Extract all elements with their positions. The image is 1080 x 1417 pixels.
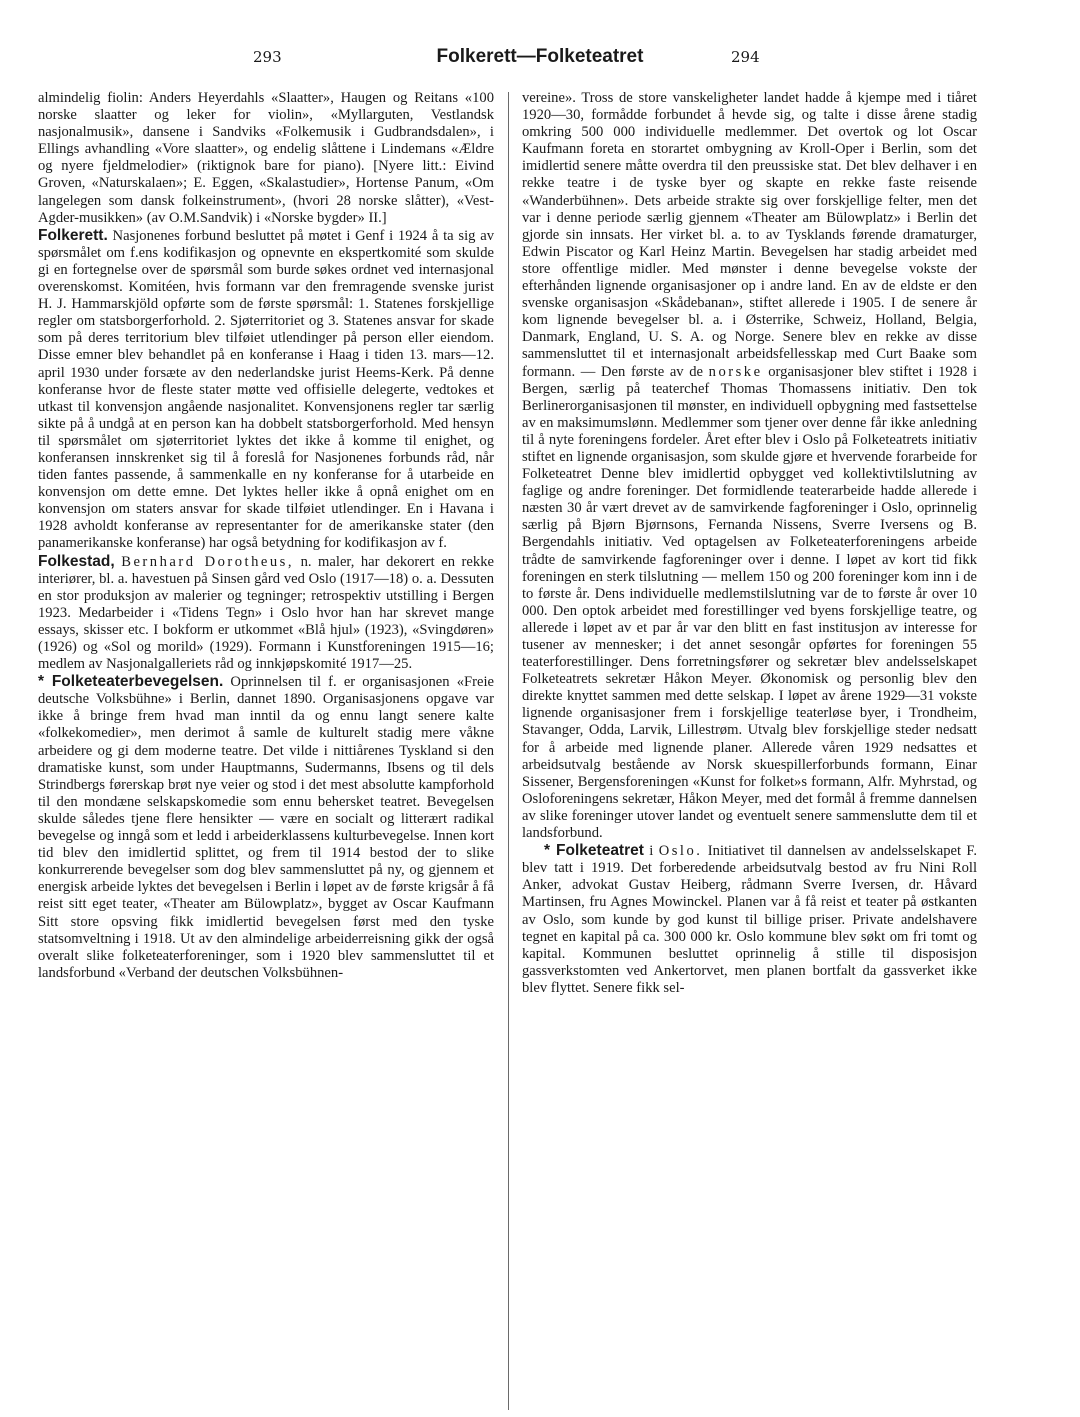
- entry-term-folkestad: Folkestad,: [38, 552, 115, 570]
- page-number-right: 294: [731, 48, 760, 66]
- entry-text-folketeaterbevegelsen: Oprinnelsen til f. er organisasjonen «Freie deutsche Volksbühne» i Berlin, dannet 1890. Organisasjonens opgave var ikke å bringe frem hvad man inntil da og ennu langt senere kalte «folkekomedier», men derimot å samle de kulturelt stadig mere våkne arbeidere og gi dem moderne teatre. Det vilde i nittiårenes Tyskland si den dramatiske kunst, som under Hauptmanns, Sudermanns, Ibsens og til dels Strindbergs førerskap brøt nye veier og stod i det mest absolutte kampforhold til den mondæne selskapskomedie som ennu behersket teatret. Bevegelsen skulde således tjene flere hensikter — være en socialt og litterært radikal bevegelse og inngå som et ledd i arbeiderklassens kulturbevegelse. Innen kort tid blev den imidlertid splittet, og frem til 1914 bestod der to slike konkurrerende bevegelser som dog blev sammensluttet på ny, og gjennem et energisk arbeide lyktes det bevegelsen i Berlin i løpet av de første krigsår å få reist sitt eget teater, «Theater am Bülowplatz», bygget av Oscar Kaufmann Sitt store opsving fikk imidlertid bevegelsen først med den tyske statsomveltning i 1918. Ut av den almindelige arbeiderreisning gikk der også overalt slike folketeaterforeninger, som i 1920 blev sammensluttet til et landsforbund «Verband der deutschen Volksbühnen-: [38, 674, 494, 981]
- text-norske-spaced: norske: [708, 363, 763, 380]
- left-column: [38, 90, 494, 982]
- entry-folkerett: [38, 227, 494, 553]
- paragraph-folkemusikk-continued: almindelig fiolin: Anders Heyerdahls «Slaatter», Haugen og Reitans «100 norske slaatter og leker for violin», «Myllarguten, Vestlandsk nasjonalmusik», dansene i Sandviks «Folkemusik i Gudbrandsdalen», i Ellings avhandling «Vore slaatter», og endelig slåttene i Lindemans «Ældre og nyere fjeldmelodier» (riktignok bare for piano). [Nyere litt.: Eivind Groven, «Naturskalaen»; E. Eggen, «Skalastudier», Hortense Panum, «Om langelegen som dansk folkeinstrument», (hvori 28 norske slåtter), «Vest-Agder-musikken» (av O.M.Sandvik) i «Norske bygder» II.]: [38, 90, 494, 226]
- column-divider: [508, 92, 509, 1410]
- entry-term-folketeaterbevegelsen: * Folketeaterbevegelsen.: [38, 673, 224, 691]
- entry-place-oslo: Oslo.: [658, 843, 703, 860]
- paragraph-bevegelsen-continued: [522, 90, 977, 842]
- entry-place-prefix: i: [649, 843, 654, 860]
- right-column: [522, 90, 977, 997]
- entry-text-folkestad: n. maler, har dekorert en rekke interiører, bl. a. havestuen på Sinsen gård ved Oslo (1917—18) o. a. Dessuten en stor produksjon av malerier og tegninger; retrospektiv utstilling i Bergen 1923. Medarbeider i «Tidens Tegn» i Oslo hvor han har skrevet mange essays, skisser etc. I bokform er utkommet «Blå hjul» (1923), «Svingdøren» (1926) og «Sol og morild» (1929). Formann i Kunstforeningen 1915—16; medlem av Nasjonalgalleriets råd og innkjøpskomité 1917—25.: [38, 553, 494, 673]
- page-number-left: 293: [253, 48, 282, 66]
- running-title: Folkerett—Folketeatret: [436, 46, 644, 67]
- entry-term-folketeatret: * Folketeatret: [544, 842, 644, 860]
- entry-folketeatret: [522, 842, 977, 997]
- entry-text-folketeatret: Initiativet til dannelsen av andelsselskapet F. blev tatt i 1919. Det forberedende arbeidsutvalg bestod av fru Nini Roll Anker, advokat Gustav Heiberg, rådmann Sverre Iversen, dr. Håvard Martinsen, fru Agnes Mowinckel. Planen var å få reist et teater på østkanten av Oslo, som kunde by god kunst til billige priser. Private andelshavere tegnet en kapital på ca. 300 000 kr. Oslo kommune blev søkt om fri tomt og kapital. Kommunen besluttet oprinnelig å stille til disposisjon gassverkstomten ved Ankertorvet, men planen bortfalt da gassverket ikke blev flyttet. Senere fikk sel-: [522, 843, 977, 996]
- entry-name-folkestad: Bernhard Dorotheus,: [121, 553, 295, 570]
- entry-folkestad: [38, 553, 494, 674]
- text-bevegelsen-part2: organisasjoner blev stiftet i 1928 i Bergen, særlig på teaterchef Thomas Thomassens initiativ. Den tok Berlinerorganisasjonen til mønster, en individuell opbygning med fastsettelse av en maksimumslønn. Medlemmer som tjener over denne får ikke anledning til å nyte foreningens fordeler. Året efter blev i Oslo på Folketeatrets initiativ stiftet en lignende organisasjon, som skulde gjøre et hvervende forarbeide for Folketeatret Denne blev imidlertid opbygget ved kollektivtilslutning av faglige og andre foreninger. Det formidlende teaterarbeide hadde allerede i næsten 30 år vært drevet av de samvirkende fagforeninger i Oslo, oprinnelig særlig på Bjørn Bjørnsons, Fernanda Nissens, Sverre Iversens og B. Bergendahls initiativ. Ved optagelsen av Folketeaterforeningens arbeide trådte de samvirkende fagforeninger over i denne. I løpet av kort tid fikk foreningen en sterk tilslutning — mellem 150 og 200 foreninger kom inn i de to første år. Dens individuelle medlemstilslutning var de to første år over 10 000. Den optok arbeidet med forestillinger ved byens forskjellige teatre, og allerede i løpet av et par år var den blitt en fast institusjon av interesse for tusener av mennesker; i det annet sesongår opførtes for foreningen 55 teaterforestillinger. Dens forretningsfører og sekretær blev andelsselskapet Folketeatrets sekretær Håkon Meyer. Økonomisk og personlig blev den direkte knyttet sammen med dette selskap. I løpet av årene 1929—31 vokste lignende organisasjoner frem i forskjellige teaterløse byer, i Trondheim, Stavanger, Odda, Larvik, Lillestrøm. Utvalg blev forskjellige steder nedsatt for å arbeide med lignende planer. Allerede våren 1929 nedsattes et arbeidsutvalg bestående av Norsk skuespillerforbunds formann, Einar Sissener, Bergensforeningen «Kunst for folket»s formann, Alfr. Myhrstad, og Osloforeningens sekretær, Håkon Meyer, med det formål å fremme dannelsen av slike foreninger utover landet og eventuelt senere sammenslutte dem til et landsforbund.: [522, 363, 977, 842]
- entry-folketeaterbevegelsen: [38, 673, 494, 982]
- page-header: [0, 46, 1080, 76]
- entry-term-folkerett: Folkerett.: [38, 226, 108, 244]
- text-bevegelsen-part1: vereine». Tross de store vanskeligheter landet hadde å kjempe med i tiåret 1920—30, formådde forbundet å hevde sig, og talte i disse årene stadig omkring 500 000 individuelle medlemmer. Det overtok og lot Oscar Kaufmann foreta en storartet ombygning av Kroll-Oper i Berlin, som det imidlertid senere måtte overdra til den preussiske stat. Det blev delhaver i en rekke teatre i de tyske byer og skapte en rekke faste reisende «Wanderbühnen». Dets arbeide strakte sig over forskjellige felter, men det var i denne periode særlig gjennem «Theater am Bülowplatz» i Berlin det gjorde sin innsats. Her virket bl. a. to av Tysklands førende dramaturger, Edwin Piscator og Karl Heinz Martin. Bevegelsen har stadig arbeidet med store offentlige midler. Med mønster i denne bevegelse vokste der efterhånden lignende organisasjoner op i andre land. En av de eldste er den svenske organisasjon «Skådebanan», stiftet allerede i 1905. I de senere år kom lignende bevegelser bl. a. i Østerrike, Schweiz, Holland, Belgia, Danmark, England, U. S. A. og Norge. Senere blev en rekke av disse sammensluttet til et internasjonalt arbeidsfellesskap med Curt Baake som formann. — Den første av de: [522, 90, 977, 380]
- entry-text-folkerett: Nasjonenes forbund besluttet på møtet i Genf i 1924 å ta sig av spørsmålet om f.ens kodifikasjon og opnevnte en ekspertkomité som skulde gi en fortegnelse over de spørsmål som burde søkes ordnet ved internasjonal overenskomst. Komitéen, hvis formann var den fremragende svenske jurist H. J. Hammarskjöld opførte som de første spørsmål: 1. Statenes forskjellige regler om statsborgerforhold. 2. Sjøterritoriet og 3. Statenes ansvar for skade som på deres territorium blev tilføiet utlendinger på person eller eiendom. Disse emner blev behandlet på en konferanse i Haag i tiden 13. mars—12. april 1930 under forsæte av den nederlandske jurist Heems-Kerk. På denne konferanse hvor de fleste stater møtte ved offisielle delegerte, vedtokes et utkast til konvensjon angående nasjonalitet. Konvensjonens regler tar særlig sikte på å undgå at en person kan ha dobbelt statsborgerforhold. Med hensyn til spørsmålet om sjøterritoriet lyktes det ikke å komme til enighet, og konferansen innskrenket sig til å foreslå for Nasjonenes forbunds råd, når tiden fantes passende, å sammenkalle en ny konferanse for å utarbeide en konvensjon om dette emne. Det lyktes heller ikke å opnå enighet om en konvensjon om staters ansvar for skade tilføiet utlendinger. En i Havana i 1928 avholdt konferanse av representanter for de amerikanske stater (den panamerikanske konferanse) har også betydning for kodifikasjon av f.: [38, 227, 494, 552]
